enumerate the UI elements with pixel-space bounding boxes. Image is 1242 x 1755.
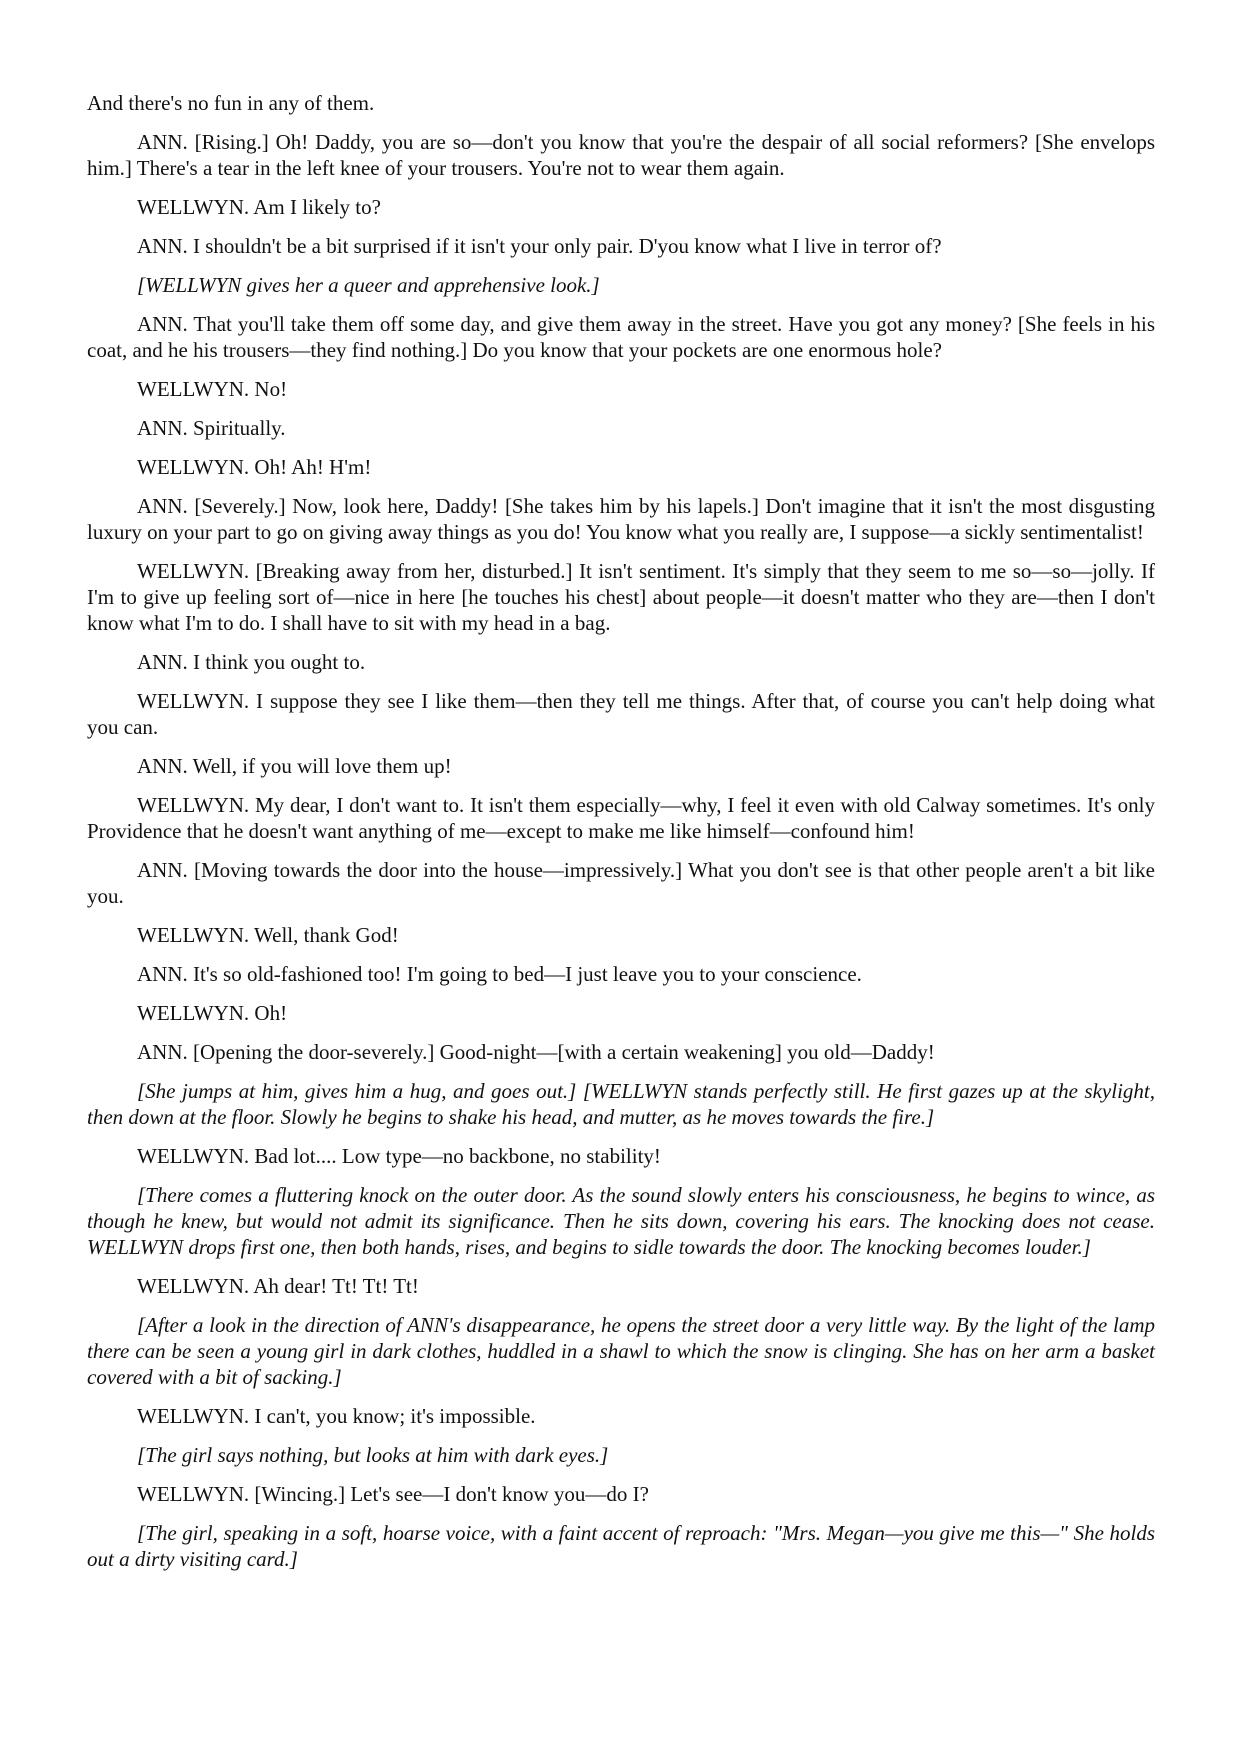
paragraph-speech: ANN. Well, if you will love them up! — [137, 754, 452, 778]
paragraph-speech: WELLWYN. Bad lot.... Low type—no backbone, no stability! — [137, 1144, 661, 1168]
paragraph-speech: WELLWYN. Well, thank God! — [137, 923, 399, 947]
paragraph-stage-direction: [After a look in the direction of ANN's disappearance, he opens the street door a very little way. By the light of the lamp there can be seen a young girl in dark clothes, huddled in a shawl to which the snow is clinging. She has on her arm a basket covered with a bit of sacking.] — [87, 1313, 1155, 1389]
paragraph-speech: WELLWYN. [Wincing.] Let's see—I don't know you—do I? — [137, 1482, 649, 1506]
paragraph-speech: WELLWYN. I can't, you know; it's impossible. — [137, 1404, 536, 1428]
paragraph-speech: ANN. [Rising.] Oh! Daddy, you are so—don't you know that you're the despair of all social reformers? [She envelops him.] There's a tear in the left knee of your trousers. You're not to wear them again. — [87, 130, 1155, 180]
paragraph-speech: WELLWYN. [Breaking away from her, disturbed.] It isn't sentiment. It's simply that they seem to me so—so—jolly. If I'm to give up feeling sort of—nice in here [he touches his chest] about people—it doesn't matter who they are—then I don't know what I'm to do. I shall have to sit with my head in a bag. — [87, 559, 1155, 635]
paragraph-speech: WELLWYN. Am I likely to? — [137, 195, 381, 219]
paragraph-speech: WELLWYN. Oh! — [137, 1001, 288, 1025]
paragraph-stage-direction: [The girl, speaking in a soft, hoarse voice, with a faint accent of reproach: "Mrs. Megan—you give me this—" She holds out a dirty visiting card.] — [87, 1521, 1155, 1571]
paragraph-speech: ANN. [Opening the door-severely.] Good-night—[with a certain weakening] you old—Daddy! — [137, 1040, 935, 1064]
document-page — [87, 90, 1155, 1585]
paragraph-speech: WELLWYN. I suppose they see I like them—then they tell me things. After that, of course you can't help doing what you can. — [87, 689, 1155, 739]
paragraph-speech: ANN. I shouldn't be a bit surprised if it isn't your only pair. D'you know what I live in terror of? — [137, 234, 942, 258]
paragraph-continuation: And there's no fun in any of them. — [87, 91, 375, 115]
paragraph-stage-direction: [She jumps at him, gives him a hug, and goes out.] [WELLWYN stands perfectly still. He first gazes up at the skylight, then down at the floor. Slowly he begins to shake his head, and mutter, as he moves towards the fire.] — [87, 1079, 1155, 1129]
paragraph-speech: ANN. That you'll take them off some day, and give them away in the street. Have you got any money? [She feels in his coat, and he his trousers—they find nothing.] Do you know that your pockets are one enormous hole? — [87, 312, 1155, 362]
paragraph-stage-direction: [The girl says nothing, but looks at him with dark eyes.] — [137, 1443, 609, 1467]
paragraph-speech: ANN. It's so old-fashioned too! I'm going to bed—I just leave you to your conscience. — [137, 962, 862, 986]
paragraph-speech: ANN. Spiritually. — [137, 416, 286, 440]
paragraph-speech: WELLWYN. No! — [137, 377, 288, 401]
paragraph-speech: ANN. I think you ought to. — [137, 650, 366, 674]
paragraph-speech: WELLWYN. Oh! Ah! H'm! — [137, 455, 372, 479]
paragraph-speech: ANN. [Severely.] Now, look here, Daddy! [She takes him by his lapels.] Don't imagine that it isn't the most disgusting luxury on your part to go on giving away things as you do! You know what you really are, I suppose—a sickly sentimentalist! — [87, 494, 1155, 544]
paragraph-speech: WELLWYN. My dear, I don't want to. It isn't them especially—why, I feel it even with old Calway sometimes. It's only Providence that he doesn't want anything of me—except to make me like himself—confound him! — [87, 793, 1155, 843]
paragraph-stage-direction: [WELLWYN gives her a queer and apprehensive look.] — [137, 273, 600, 297]
paragraph-speech: ANN. [Moving towards the door into the house—impressively.] What you don't see is that other people aren't a bit like you. — [87, 858, 1155, 908]
paragraph-speech: WELLWYN. Ah dear! Tt! Tt! Tt! — [137, 1274, 419, 1298]
paragraph-stage-direction: [There comes a fluttering knock on the outer door. As the sound slowly enters his consciousness, he begins to wince, as though he knew, but would not admit its significance. Then he sits down, covering his ears. The knocking does not cease. WELLWYN drops first one, then both hands, rises, and begins to sidle towards the door. The knocking becomes louder.] — [87, 1183, 1155, 1259]
